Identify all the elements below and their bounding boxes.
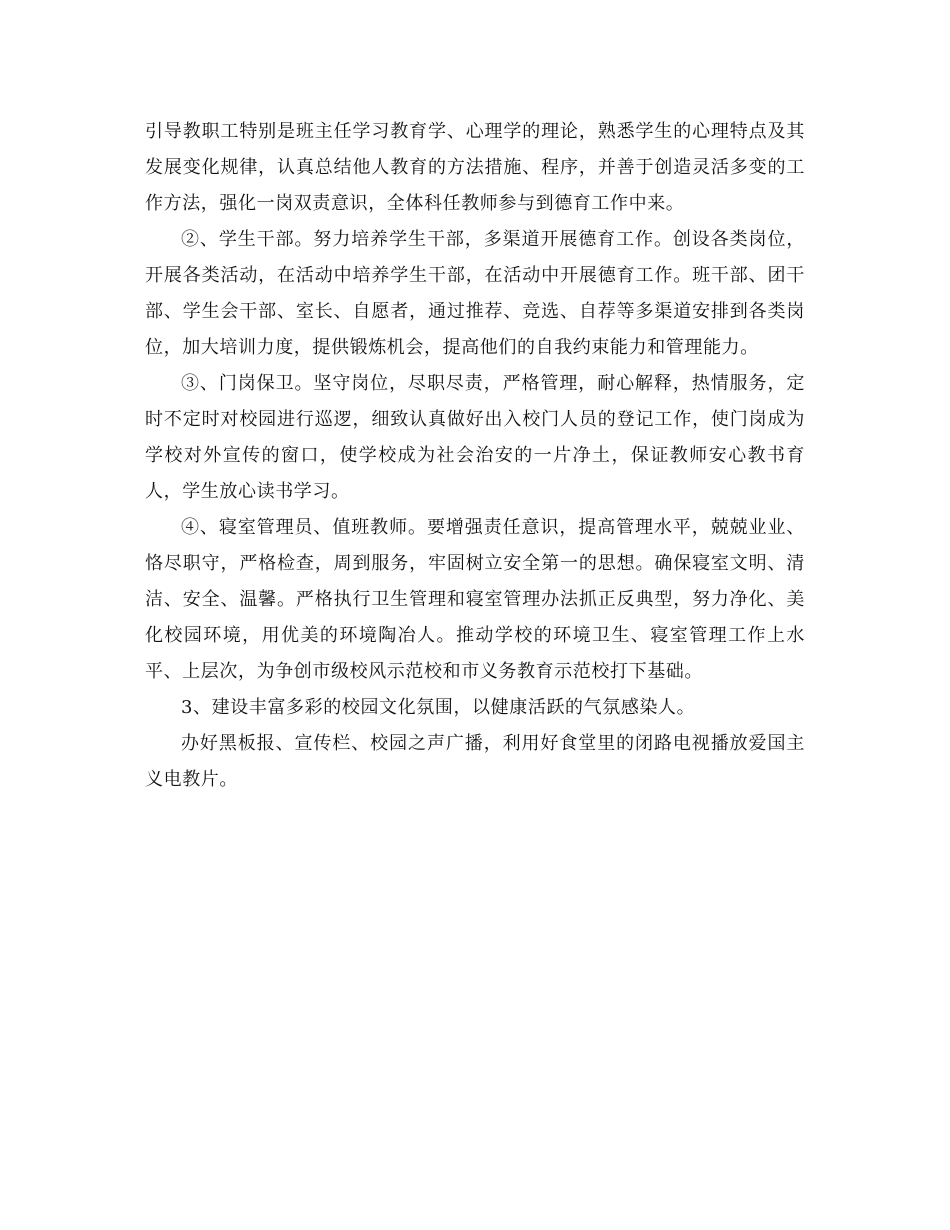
document-body [145, 114, 805, 798]
paragraph-campus-culture-heading: 3、建设丰富多彩的校园文化氛围，以健康活跃的气氛感染人。 [181, 697, 696, 718]
paragraph-dormitory-management: ④、寝室管理员、值班教师。要增强责任意识，提高管理水平，兢兢业业、恪尽职守，严格检查，周到服务，牢固树立安全第一的思想。确保寝室文明、清洁、安全、温馨。严格执行卫生管理和寝室管理办法抓正反典型，努力净化、美化校园环境，用优美的环境陶冶人。推动学校的环境卫生、寝室管理工作上水平、上层次，为争创市级校风示范校和市义务教育示范校打下基础。 [145, 517, 805, 682]
paragraph-student-cadres: ②、学生干部。努力培养学生干部，多渠道开展德育工作。创设各类岗位，开展各类活动，在活动中培养学生干部，在活动中开展德育工作。班干部、团干部、学生会干部、室长、自愿者，通过推荐、竞选、自荐等多渠道安排到各类岗位，加大培训力度，提供锻炼机会，提高他们的自我约束能力和管理能力。 [145, 229, 805, 358]
paragraph-staff-guidance: 引导教职工特别是班主任学习教育学、心理学的理论，熟悉学生的心理特点及其发展变化规律，认真总结他人教育的方法措施、程序，并善于创造灵活多变的工作方法，强化一岗双责意识，全体科任教师参与到德育工作中来。 [145, 121, 805, 214]
paragraph-gate-security: ③、门岗保卫。坚守岗位，尽职尽责，严格管理，耐心解释，热情服务，定时不定时对校园进行巡逻，细致认真做好出入校门人员的登记工作，使门岗成为学校对外宣传的窗口，使学校成为社会治安的一片净土，保证教师安心教书育人，学生放心读书学习。 [145, 373, 805, 502]
paragraph-campus-culture-detail: 办好黑板报、宣传栏、校园之声广播，利用好食堂里的闭路电视播放爱国主义电教片。 [145, 733, 805, 790]
